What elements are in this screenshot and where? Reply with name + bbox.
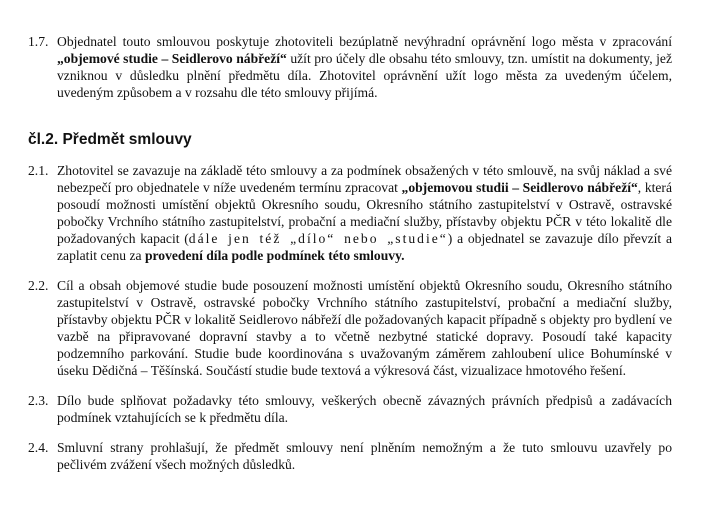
clause-text — [57, 33, 672, 101]
clause-run-bold-performance: provedení díla podle podmínek této smlouvy. — [144, 248, 405, 263]
clause-run-spaced-definition: dále jen též „dílo“ nebo „studie“ — [188, 231, 448, 246]
clause-1-7 — [28, 33, 672, 101]
clause-2-4 — [28, 439, 672, 473]
clause-number: 2.3. — [28, 393, 49, 408]
clause-run-bold-study-title: „objemovou studii – Seidlerovo nábřeží“ — [401, 180, 638, 195]
clause-number: 2.2. — [28, 278, 49, 293]
clause-text — [57, 392, 672, 426]
clause-run: Smluvní strany prohlašují, že předmět smlouvy není plněním nemožným a že tuto smlouvu uzavřely po pečlivém zvážení všech možných důsledků. — [57, 440, 672, 472]
clause-run-bold-study-title: „objemové studie – Seidlerovo nábřeží“ — [57, 51, 287, 66]
clause-2-1 — [28, 162, 672, 264]
clause-number: 1.7. — [28, 34, 49, 49]
clause-run: Zhotovitel se zavazuje na základě této smlouvy a za podmínek obsažených v této smlouvě, na svůj náklad a své nebezpečí pro objednatele v níže uvedeném termínu zpracovat — [57, 163, 672, 195]
clause-2-3 — [28, 392, 672, 426]
clause-number: 2.4. — [28, 440, 49, 455]
clause-run: užít pro účely dle obsahu této smlouvy, tzn. umístit na dokumenty, jež vzniknou v důsledku plnění předmětu díla. Zhotovitel oprávnění užít logo města za uvedeným účelem, uvedeným způsobem a v rozsahu dle této smlouvy přijímá. — [57, 51, 672, 100]
clause-number: 2.1. — [28, 163, 49, 178]
clause-run: , která posoudí možnosti umístění objektů Okresního soudu, Okresního státního zastupitelství v Ostravě, ostravské pobočky Vrchního státního zastupitelství, probační a mediační služby, přístavby objektu PČR v této lokalitě dle požadovaných kapacit ( — [57, 180, 672, 246]
clause-text — [57, 277, 672, 379]
clause-2-2 — [28, 277, 672, 379]
clause-run: ) a objednatel se zavazuje dílo převzít a zaplatit cenu za — [57, 231, 672, 263]
clause-run: Cíl a obsah objemové studie bude posouzení možnosti umístění objektů Okresního soudu, Okresního státního zastupitelství v Ostravě, ostravské pobočky Vrchního státního zastupitelství, probační a mediační služby, přístavby objektu PČR v lokalitě Seidlerovo nábřeží dle požadovaných kapacit případně s objekty pro bydlení ve vazbě na připravované dopravní stavby a to včetně nezbytné statické dopravy. Posoudí také kapacity podzemního parkování. Studie bude koordinována s uvažovaným záměrem zahloubení ulice Bohumínské v úseku Dědičná – Těšínská. Součástí studie bude textová a výkresová část, vizualizace hmotového řešení. — [57, 278, 672, 378]
section-heading-predmet-smlouvy: čl.2. Předmět smlouvy — [28, 131, 192, 148]
clause-run: Dílo bude splňovat požadavky této smlouvy, veškerých obecně závazných právních předpisů a zadávacích podmínek vztahujících se k předmětu díla. — [57, 393, 672, 425]
clause-run: Objednatel touto smlouvou poskytuje zhotoviteli bezúplatně nevýhradní oprávnění logo města v zpracování — [57, 34, 672, 49]
clause-text — [57, 162, 672, 264]
clause-text — [57, 439, 672, 473]
